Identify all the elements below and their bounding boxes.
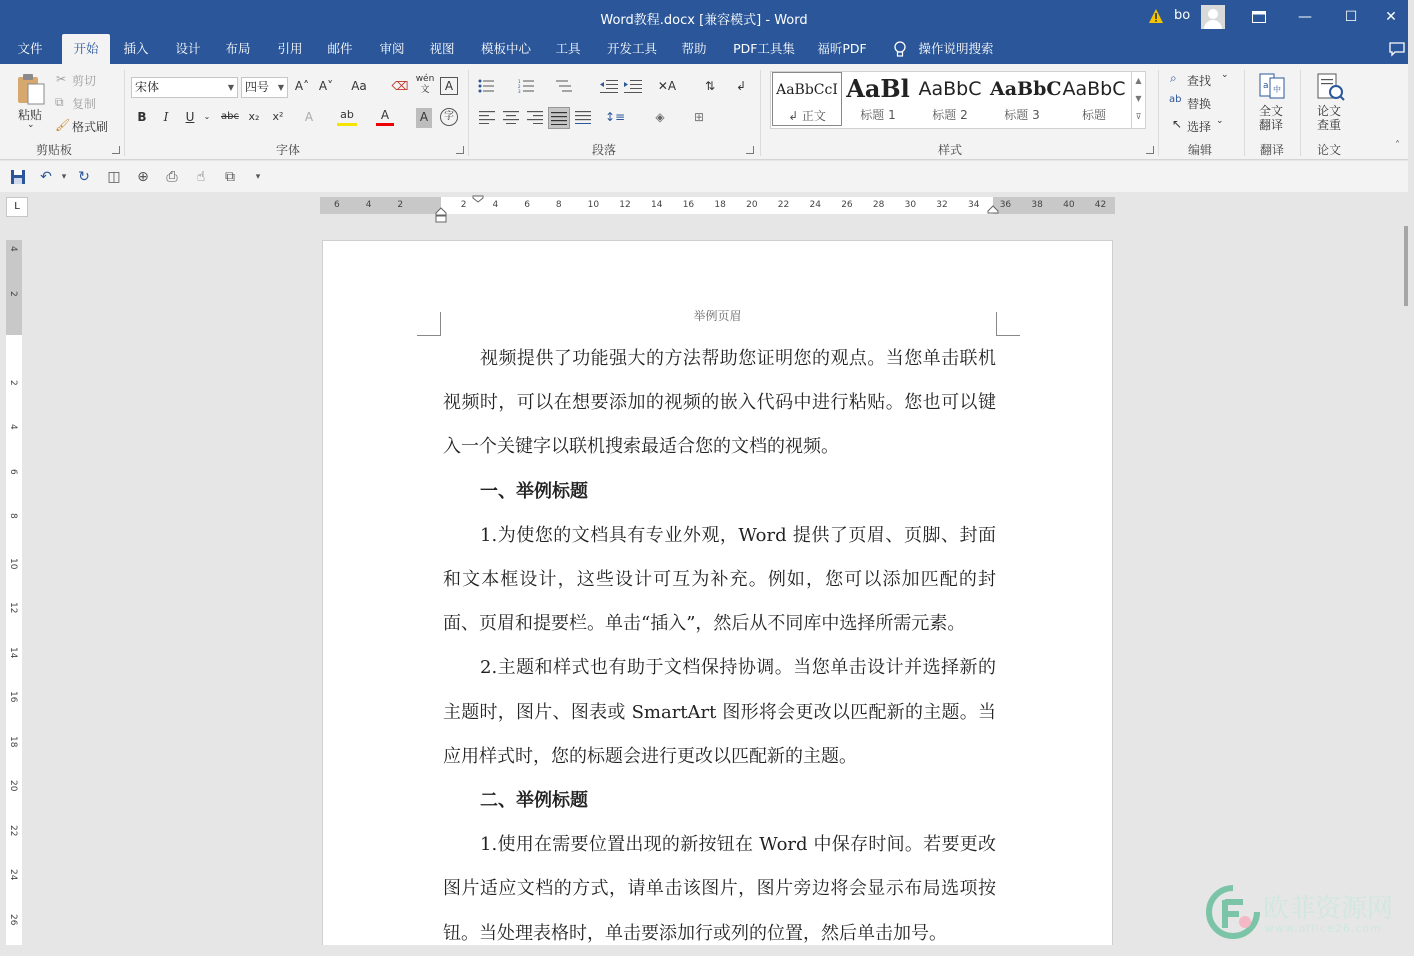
translate-icon[interactable] xyxy=(1258,72,1286,100)
ruler-tick: 18 xyxy=(8,735,18,747)
ruler-tick: 4 xyxy=(492,200,499,210)
vertical-ruler[interactable] xyxy=(6,240,22,945)
change-case-button[interactable]: Aa xyxy=(351,79,367,93)
justify-button[interactable] xyxy=(548,107,570,129)
tab-mailings[interactable]: 邮件 xyxy=(327,41,353,56)
body-paragraph[interactable]: 1.使用在需要位置出现的新按钮在 Word 中保存时间。若要更改图片适应文档的方式，请单击该图片，图片旁边将会显示布局选项按钮。当处理表格时，单击要添加行或列的位置，然后单击加号。 xyxy=(443,834,996,944)
replace-button[interactable]: 替换 xyxy=(1187,97,1212,111)
ruler-tick: 38 xyxy=(1031,200,1043,210)
undo-dropdown-icon[interactable]: ▾ xyxy=(61,172,67,182)
ruler-tick: 14 xyxy=(651,200,663,210)
print-preview-icon[interactable]: ⎙ xyxy=(166,169,178,185)
tab-selector[interactable]: L xyxy=(6,197,28,217)
highlight-button[interactable]: ab xyxy=(337,108,357,126)
ruler-tick: 28 xyxy=(872,200,885,210)
ruler-tick: 24 xyxy=(809,200,821,210)
ruler-tick: 2 xyxy=(8,379,18,386)
user-name[interactable]: bo xyxy=(1174,8,1191,23)
phonetic-guide-button[interactable]: wén 文 xyxy=(415,74,435,95)
ruler-tick: 16 xyxy=(8,691,18,703)
ruler-tick: 16 xyxy=(682,200,695,210)
style-heading-3[interactable]: AaBbC 标题 3 xyxy=(990,78,1062,122)
watermark-text: 欧菲资源网 xyxy=(1263,894,1394,924)
ruler-tick: 8 xyxy=(8,513,18,519)
font-color-button[interactable]: A xyxy=(376,108,394,126)
bullets-icon[interactable] xyxy=(478,79,494,93)
italic-button[interactable]: I xyxy=(163,110,169,124)
ruler-tick: 20 xyxy=(8,780,18,792)
window-switch-icon[interactable]: ⧉ xyxy=(225,169,235,185)
read-mode-icon[interactable]: ◫ xyxy=(107,169,121,185)
strikethrough-button[interactable]: abc xyxy=(221,111,239,122)
ruler-tick: 4 xyxy=(8,424,18,430)
ruler-tick: 4 xyxy=(8,246,18,252)
ruler-tick: 36 xyxy=(999,200,1012,210)
page-header[interactable]: 举例页眉 xyxy=(693,309,742,323)
ruler-tick: 30 xyxy=(904,200,917,210)
tab-developer[interactable]: 开发工具 xyxy=(606,41,657,56)
watermark-logo-icon xyxy=(1205,884,1261,940)
divider xyxy=(468,70,469,156)
comments-icon[interactable] xyxy=(1389,42,1405,56)
find-icon: ⌕ xyxy=(1170,71,1177,85)
svg-text:3: 3 xyxy=(518,89,521,94)
translate-group-label: 翻译 xyxy=(1259,143,1284,157)
paste-button[interactable]: 粘贴 xyxy=(18,108,43,122)
subscript-button[interactable]: x₂ xyxy=(248,110,260,123)
window-title: Word教程.docx [兼容模式] - Word xyxy=(600,13,808,28)
divider xyxy=(1158,70,1159,156)
format-painter-button[interactable]: 格式刷 xyxy=(72,120,109,134)
document-body[interactable] xyxy=(443,337,996,956)
ruler-tick: 34 xyxy=(968,200,980,210)
select-button[interactable]: 选择 xyxy=(1187,120,1212,134)
body-paragraph[interactable]: 2.主题和样式也有助于文档保持协调。当您单击设计并选择新的主题时，图片、图表或 SmartArt 图形将会更改以匹配新的主题。当应用样式时，您的标题会进行更改以匹配新的主题。 xyxy=(443,657,996,767)
font-name-select[interactable]: 宋体 ▼ xyxy=(131,77,238,98)
ruler-tick: 10 xyxy=(587,200,600,210)
tab-review[interactable]: 审阅 xyxy=(379,41,405,56)
ruler-tick: 22 xyxy=(777,200,790,210)
undo-icon[interactable]: ↶ xyxy=(40,169,52,185)
borders-icon[interactable]: ⊞ xyxy=(693,110,705,124)
tab-view[interactable]: 视图 xyxy=(429,41,455,56)
body-paragraph[interactable]: 1.为使您的文档具有专业外观，Word 提供了页眉、页脚、封面和文本框设计，这些设计可互为补充。例如，您可以添加匹配的封面、页眉和提要栏。单击“插入”，然后从不同库中选择所需元素。 xyxy=(443,524,996,635)
ribbon xyxy=(0,64,1408,160)
ruler-tick: 26 xyxy=(841,200,853,210)
ribbon-display-options-icon[interactable] xyxy=(1236,0,1282,34)
ruler-tick: 24 xyxy=(8,869,18,881)
svg-text:1: 1 xyxy=(518,79,521,84)
character-shading-button[interactable]: A xyxy=(416,108,432,128)
tab-tools[interactable]: 工具 xyxy=(555,41,581,56)
shading-icon[interactable]: ◈ xyxy=(655,110,665,124)
line-spacing-icon[interactable]: ↕≡ xyxy=(604,110,626,124)
styles-launcher-icon[interactable] xyxy=(1146,146,1154,154)
numbering-icon[interactable] xyxy=(518,79,534,93)
ruler-tick: 6 xyxy=(8,468,18,475)
tab-file[interactable]: 文件 xyxy=(17,41,43,56)
shrink-font-button[interactable]: A˅ xyxy=(318,79,334,93)
styles-scroll[interactable]: ▲ ▼ ⊽ xyxy=(1131,72,1145,128)
ruler-tick: 40 xyxy=(1063,200,1075,210)
tab-help[interactable]: 帮助 xyxy=(681,41,707,56)
ruler-tick: 2 xyxy=(397,200,404,210)
divider xyxy=(1300,70,1301,156)
tab-layout[interactable]: 布局 xyxy=(225,41,251,56)
character-border-button[interactable]: A xyxy=(440,77,458,95)
find-dropdown-icon[interactable]: ⌄ xyxy=(1221,70,1229,80)
enclose-characters-button[interactable]: 字 xyxy=(440,108,458,126)
editing-group-label: 编辑 xyxy=(1187,143,1212,157)
find-button[interactable]: 查找 xyxy=(1187,74,1212,88)
style-title[interactable]: AaBbC 标题 xyxy=(1062,78,1126,122)
minimize-button[interactable]: — xyxy=(1298,9,1312,25)
bold-button[interactable]: B xyxy=(137,110,147,124)
customize-toolbar-icon[interactable]: ▾ xyxy=(255,172,261,182)
chinese-layout-icon[interactable]: ✕A xyxy=(657,79,677,93)
format-painter-icon: 🖌 xyxy=(55,118,71,132)
ruler-tick: 42 xyxy=(1094,200,1107,210)
decrease-indent-icon[interactable] xyxy=(600,79,618,93)
ruler-tick: 12 xyxy=(8,602,18,614)
right-indent-marker[interactable] xyxy=(987,205,999,214)
replace-icon: ab xyxy=(1169,94,1182,105)
distributed-icon[interactable] xyxy=(575,111,591,124)
ruler-tick: 2 xyxy=(460,200,467,210)
sort-icon[interactable]: ⇅ xyxy=(704,79,716,93)
close-button[interactable]: ✕ xyxy=(1385,9,1397,25)
tab-foxit-pdf[interactable]: 福昕PDF xyxy=(817,41,867,56)
ruler-tick: 10 xyxy=(8,557,18,569)
align-left-icon[interactable] xyxy=(479,111,495,124)
ruler-tick: 26 xyxy=(8,913,18,925)
full-text-translate-button[interactable]: 全文 翻译 xyxy=(1259,104,1284,132)
show-marks-icon[interactable]: ↲ xyxy=(735,79,747,93)
superscript-button[interactable]: x² xyxy=(272,110,284,123)
lightbulb-icon xyxy=(893,41,907,58)
paper-group-label: 论文 xyxy=(1316,143,1341,157)
ruler-tick: 32 xyxy=(936,200,948,210)
justify-icon xyxy=(551,112,567,125)
ruler-tick: 2 xyxy=(8,290,18,297)
svg-text:2: 2 xyxy=(518,84,521,89)
clipboard-launcher-icon[interactable] xyxy=(112,146,120,154)
ribbon-tabs xyxy=(0,34,1408,64)
watermark xyxy=(1205,884,1405,940)
divider xyxy=(760,70,761,156)
paste-icon[interactable] xyxy=(14,72,48,106)
left-indent-marker[interactable] xyxy=(435,207,447,223)
warning-icon[interactable] xyxy=(1148,8,1164,24)
paper-check-icon[interactable] xyxy=(1316,72,1346,102)
ruler-tick: 6 xyxy=(334,200,340,210)
select-icon: ↖ xyxy=(1172,117,1183,131)
select-dropdown-icon[interactable]: ⌄ xyxy=(1216,116,1224,126)
cut-icon: ✂ xyxy=(56,72,67,86)
avatar[interactable] xyxy=(1201,5,1225,29)
section-heading[interactable]: 二、举例标题 xyxy=(480,790,588,812)
align-right-icon[interactable] xyxy=(527,111,543,124)
text-effects-icon[interactable]: A xyxy=(304,110,314,124)
ruler-tick: 12 xyxy=(619,200,631,210)
divider xyxy=(1244,70,1245,156)
first-line-indent-marker[interactable] xyxy=(472,195,484,203)
touch-mode-icon[interactable]: ☝ xyxy=(196,169,206,185)
save-icon[interactable] xyxy=(8,167,28,187)
cut-button[interactable]: 剪切 xyxy=(72,74,97,88)
tell-me-search[interactable]: 操作说明搜索 xyxy=(918,41,994,56)
tab-template-center[interactable]: 模板中心 xyxy=(480,41,531,56)
tab-home[interactable]: 开始 xyxy=(62,34,110,64)
underline-button[interactable]: U xyxy=(185,110,195,124)
clipboard-group-label: 剪贴板 xyxy=(35,143,72,157)
style-heading-1[interactable]: AaBl 标题 1 xyxy=(846,74,910,122)
watermark-url: www.office26.com xyxy=(1265,922,1382,935)
ruler-tick: 20 xyxy=(746,200,758,210)
quick-access-toolbar xyxy=(0,161,1408,192)
svg-text:中: 中 xyxy=(1273,85,1281,94)
title-bar xyxy=(0,0,1408,34)
document-page[interactable] xyxy=(322,240,1113,945)
restore-button[interactable]: ☐ xyxy=(1344,9,1358,25)
horizontal-ruler[interactable] xyxy=(320,197,1115,214)
copy-button[interactable]: 复制 xyxy=(72,97,97,111)
increase-indent-icon[interactable] xyxy=(624,79,642,93)
ruler-tick: 14 xyxy=(8,646,18,658)
ruler-tick: 8 xyxy=(555,200,562,210)
web-layout-icon[interactable]: ⊕ xyxy=(137,169,149,185)
font-group-label: 字体 xyxy=(275,143,300,157)
clear-formatting-icon[interactable]: ⌫ xyxy=(391,79,409,93)
paste-dropdown-icon[interactable]: ⌄ xyxy=(27,120,35,130)
styles-group-label: 样式 xyxy=(937,143,962,157)
section-heading[interactable]: 一、举例标题 xyxy=(480,480,588,502)
copy-icon: ⧉ xyxy=(55,95,64,109)
tab-design[interactable]: 设计 xyxy=(175,41,201,56)
ruler-tick: 4 xyxy=(365,200,372,210)
align-center-icon[interactable] xyxy=(503,111,519,124)
paragraph-group-label: 段落 xyxy=(591,143,616,157)
multilevel-list-icon[interactable] xyxy=(556,79,572,93)
body-paragraph[interactable]: 视频提供了功能强大的方法帮助您证明您的观点。当您单击联机视频时，可以在想要添加的视频的嵌入代码中进行粘贴。您也可以键入一个关键字以联机搜索最适合您的文档的视频。 xyxy=(443,348,996,458)
paragraph-launcher-icon[interactable] xyxy=(746,146,754,154)
ruler-tick: 18 xyxy=(714,200,726,210)
font-launcher-icon[interactable] xyxy=(456,146,464,154)
grow-font-button[interactable]: A˄ xyxy=(294,79,310,93)
tab-insert[interactable]: 插入 xyxy=(123,41,149,56)
paper-check-button[interactable]: 论文 查重 xyxy=(1317,104,1342,132)
style-heading-2[interactable]: AaBbC 标题 2 xyxy=(918,78,982,122)
redo-icon[interactable]: ↻ xyxy=(78,169,90,185)
svg-text:a: a xyxy=(1263,81,1269,91)
divider xyxy=(124,70,125,156)
ruler-tick: 6 xyxy=(524,200,530,210)
collapse-ribbon-icon[interactable]: ˄ xyxy=(1395,140,1400,151)
tab-references[interactable]: 引用 xyxy=(277,41,303,56)
vertical-scrollbar[interactable] xyxy=(1404,226,1408,306)
underline-dropdown-icon[interactable]: ⌄ xyxy=(203,112,211,121)
style-normal[interactable]: AaBbCcI ↲ 正文 xyxy=(772,72,842,126)
ruler-tick: 22 xyxy=(8,824,18,836)
font-size-select[interactable]: 四号 ▼ xyxy=(241,77,288,98)
tab-pdf-tools[interactable]: PDF工具集 xyxy=(733,41,795,56)
